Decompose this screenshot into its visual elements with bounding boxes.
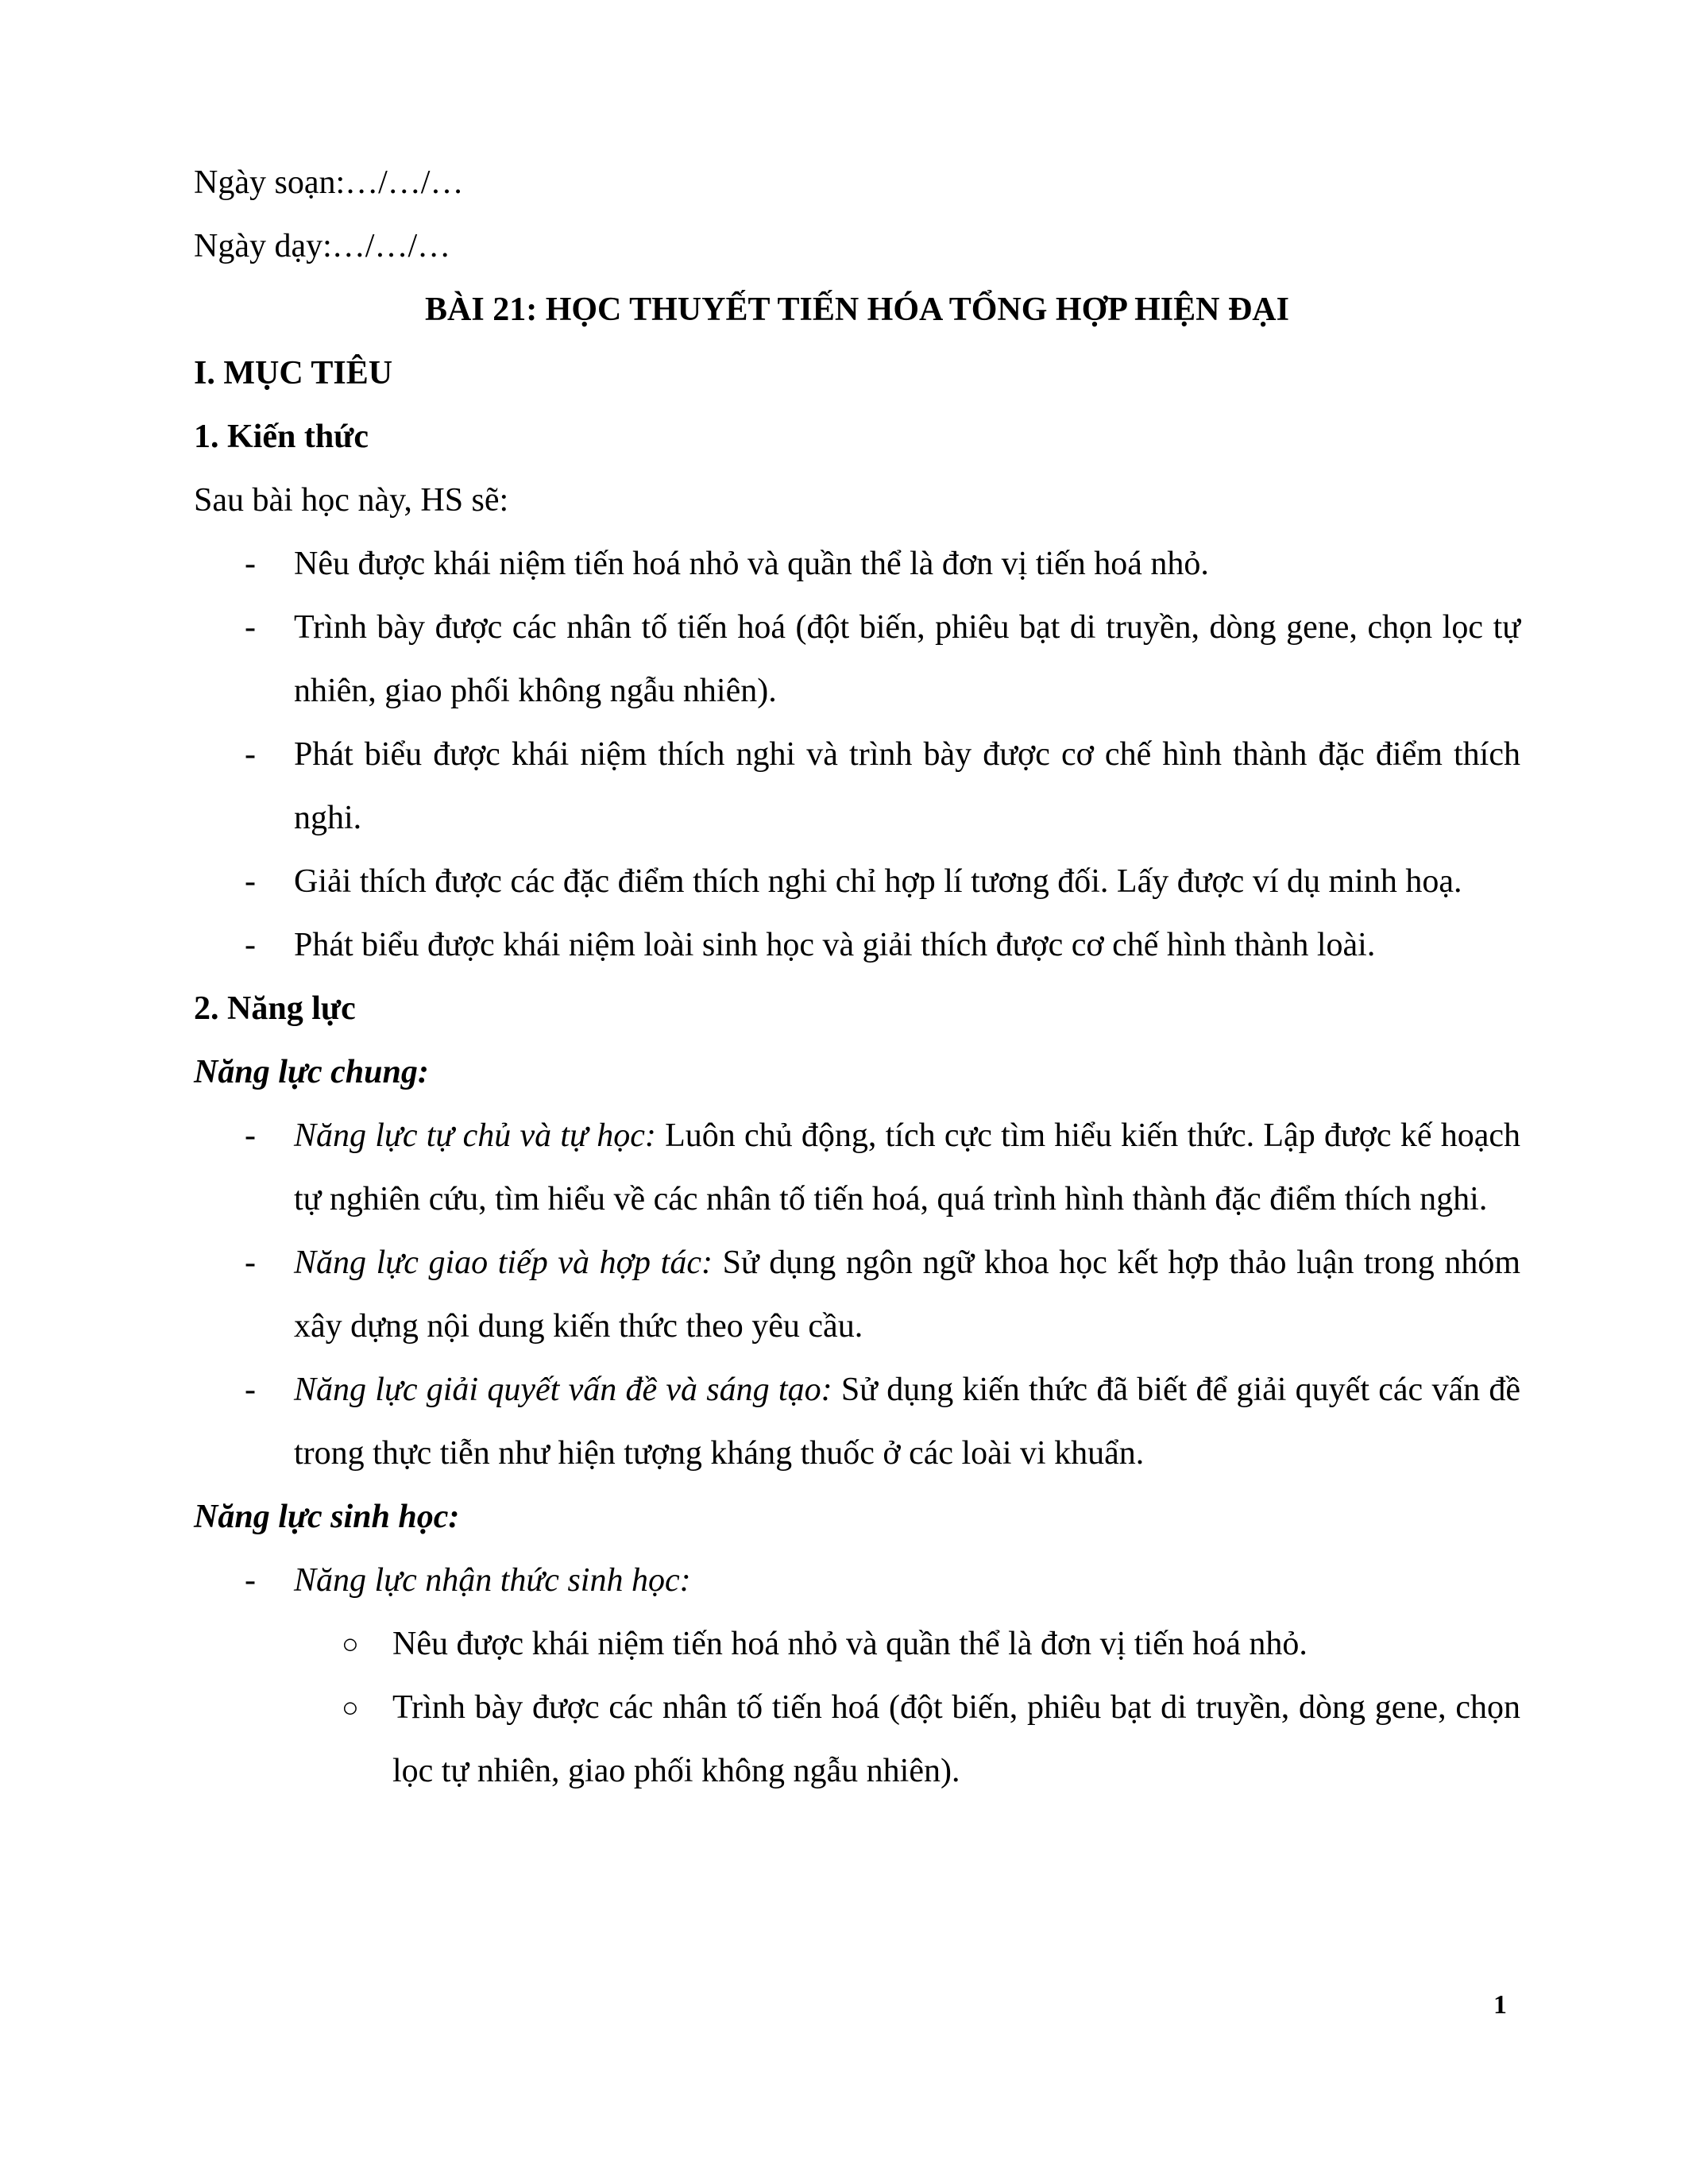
general-competence-heading: Năng lực chung: xyxy=(194,1054,429,1090)
bullet-dash: - xyxy=(245,546,256,582)
page-number: 1 xyxy=(1493,1990,1507,2020)
section-objectives-heading: I. MỤC TIÊU xyxy=(194,355,393,392)
biology-sub-item: ○ Nêu được khái niệm tiến hoá nhỏ và quần thể là đơn vị tiến hoá nhỏ. xyxy=(194,1612,1520,1676)
competence-heading: 2. Năng lực xyxy=(194,990,356,1027)
lesson-title: BÀI 21: HỌC THUYẾT TIẾN HÓA TỔNG HỢP HIỆN ĐẠI xyxy=(425,291,1289,328)
bullet-dash: - xyxy=(245,927,256,963)
document-page xyxy=(194,151,1520,1803)
bullet-dash: - xyxy=(245,609,256,646)
bullet-dash: - xyxy=(245,1244,256,1281)
date-taught: Ngày dạy:…/…/… xyxy=(194,228,451,264)
biology-competence-heading: Năng lực sinh học: xyxy=(194,1499,460,1535)
biology-competence-item: - Năng lực nhận thức sinh học: xyxy=(194,1549,1520,1612)
bullet-dash: - xyxy=(245,1372,256,1408)
knowledge-item: - Phát biểu được khái niệm thích nghi và trình bày được cơ chế hình thành đặc điểm thích nghi. xyxy=(194,723,1520,850)
general-competence-item: - Năng lực giao tiếp và hợp tác: Sử dụng ngôn ngữ khoa học kết hợp thảo luận trong nhóm xây dựng nội dung kiến thức theo yêu cầu. xyxy=(194,1231,1520,1358)
knowledge-item: - Giải thích được các đặc điểm thích nghi chỉ hợp lí tương đối. Lấy được ví dụ minh hoạ. xyxy=(194,850,1520,913)
bullet-dash: - xyxy=(245,863,256,900)
bullet-dash: - xyxy=(245,1117,256,1154)
bullet-dash: - xyxy=(245,736,256,773)
knowledge-heading: 1. Kiến thức xyxy=(194,419,369,455)
circle-bullet-icon: ○ xyxy=(342,1692,359,1723)
knowledge-item: - Trình bày được các nhân tố tiến hoá (đột biến, phiêu bạt di truyền, dòng gene, chọn lọc tự nhiên, giao phối không ngẫu nhiên). xyxy=(194,596,1520,723)
general-competence-item: - Năng lực tự chủ và tự học: Luôn chủ động, tích cực tìm hiểu kiến thức. Lập được kế hoạch tự nghiên cứu, tìm hiểu về các nhân tố tiến hoá, quá trình hình thành đặc điểm thích nghi. xyxy=(194,1104,1520,1231)
knowledge-intro: Sau bài học này, HS sẽ: xyxy=(194,482,509,519)
biology-sub-item: ○ Trình bày được các nhân tố tiến hoá (đột biến, phiêu bạt di truyền, dòng gene, chọn lọc tự nhiên, giao phối không ngẫu nhiên). xyxy=(194,1676,1520,1803)
knowledge-item: - Phát biểu được khái niệm loài sinh học và giải thích được cơ chế hình thành loài. xyxy=(194,913,1520,977)
knowledge-item: - Nêu được khái niệm tiến hoá nhỏ và quần thể là đơn vị tiến hoá nhỏ. xyxy=(194,532,1520,596)
circle-bullet-icon: ○ xyxy=(342,1628,359,1660)
bullet-dash: - xyxy=(245,1562,256,1599)
general-competence-item: - Năng lực giải quyết vấn đề và sáng tạo: Sử dụng kiến thức đã biết để giải quyết các vấn đề trong thực tiễn như hiện tượng kháng thuốc ở các loài vi khuẩn. xyxy=(194,1358,1520,1485)
date-prepared: Ngày soạn:…/…/… xyxy=(194,164,464,201)
